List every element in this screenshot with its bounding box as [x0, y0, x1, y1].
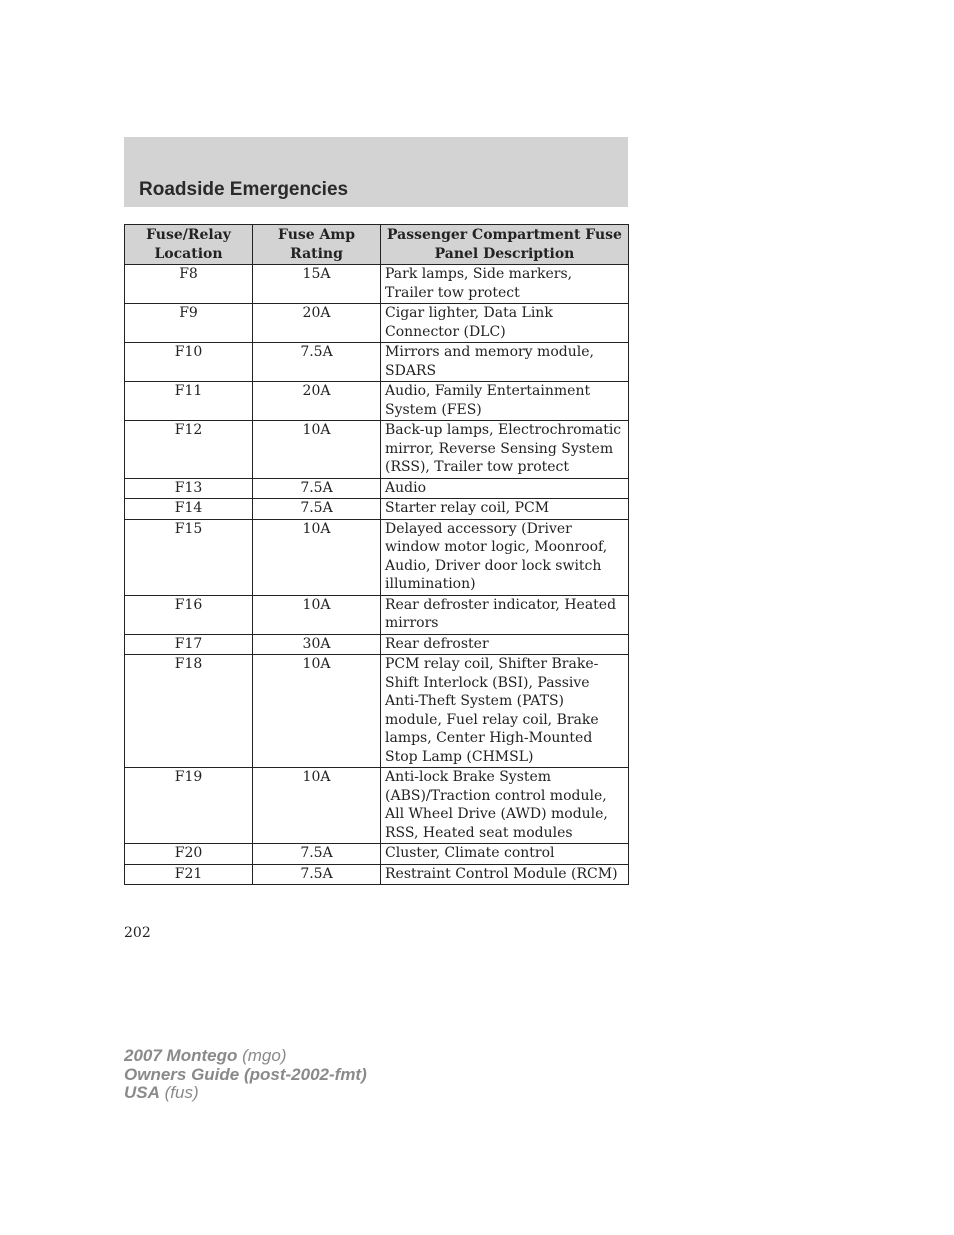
fuse-location: F15	[125, 519, 253, 595]
fuse-location: F8	[125, 265, 253, 304]
fuse-description: Mirrors and memory module, SDARS	[381, 343, 629, 382]
fuse-rating: 7.5A	[253, 478, 381, 499]
fuse-description: Rear defroster indicator, Heated mirrors	[381, 595, 629, 634]
fuse-description: PCM relay coil, Shifter Brake-Shift Interlock (BSI), Passive Anti-Theft System (PATS) module, Fuel relay coil, Brake lamps, Center High-Mounted Stop Lamp (CHMSL)	[381, 655, 629, 768]
table-row	[125, 634, 629, 655]
table-row	[125, 304, 629, 343]
fuse-rating: 30A	[253, 634, 381, 655]
table-row	[125, 499, 629, 520]
fuse-rating: 20A	[253, 304, 381, 343]
section-header	[124, 137, 628, 207]
page-number: 202	[124, 925, 151, 941]
fuse-rating: 10A	[253, 519, 381, 595]
fuse-description: Park lamps, Side markers, Trailer tow protect	[381, 265, 629, 304]
table-row	[125, 265, 629, 304]
table-row	[125, 382, 629, 421]
column-header-location: Fuse/Relay Location	[125, 225, 253, 265]
fuse-rating: 10A	[253, 655, 381, 768]
fuse-location: F18	[125, 655, 253, 768]
footer-market-code: (fus)	[164, 1083, 199, 1102]
table-row	[125, 655, 629, 768]
footer-line-model	[124, 1047, 367, 1066]
footer-line-guide	[124, 1066, 367, 1085]
column-header-rating: Fuse Amp Rating	[253, 225, 381, 265]
fuse-rating: 20A	[253, 382, 381, 421]
fuse-description: Restraint Control Module (RCM)	[381, 864, 629, 885]
fuse-table	[124, 224, 629, 885]
table-row	[125, 768, 629, 844]
fuse-rating: 7.5A	[253, 499, 381, 520]
fuse-location: F13	[125, 478, 253, 499]
fuse-location: F21	[125, 864, 253, 885]
fuse-location: F20	[125, 844, 253, 865]
fuse-description: Back-up lamps, Electrochromatic mirror, Reverse Sensing System (RSS), Trailer tow protect	[381, 421, 629, 479]
fuse-description: Cigar lighter, Data Link Connector (DLC)	[381, 304, 629, 343]
fuse-location: F17	[125, 634, 253, 655]
fuse-rating: 7.5A	[253, 864, 381, 885]
table-body	[125, 265, 629, 885]
table-row	[125, 478, 629, 499]
fuse-description: Starter relay coil, PCM	[381, 499, 629, 520]
fuse-description: Delayed accessory (Driver window motor logic, Moonroof, Audio, Driver door lock switch illumination)	[381, 519, 629, 595]
fuse-location: F11	[125, 382, 253, 421]
table-row	[125, 343, 629, 382]
table-row	[125, 844, 629, 865]
footer-model: 2007 Montego	[124, 1046, 238, 1065]
fuse-location: F9	[125, 304, 253, 343]
fuse-location: F10	[125, 343, 253, 382]
fuse-description: Anti-lock Brake System (ABS)/Traction control module, All Wheel Drive (AWD) module, RSS, Heated seat modules	[381, 768, 629, 844]
fuse-description: Audio	[381, 478, 629, 499]
table-row	[125, 595, 629, 634]
fuse-description: Audio, Family Entertainment System (FES)	[381, 382, 629, 421]
table-row	[125, 864, 629, 885]
footer-guide: Owners Guide (post-2002-fmt)	[124, 1064, 367, 1084]
footer-model-code: (mgo)	[242, 1046, 287, 1065]
column-header-description: Passenger Compartment Fuse Panel Description	[381, 225, 629, 265]
fuse-location: F14	[125, 499, 253, 520]
footer-market: USA	[124, 1083, 160, 1102]
fuse-rating: 10A	[253, 421, 381, 479]
fuse-rating: 10A	[253, 768, 381, 844]
header-row	[125, 225, 629, 265]
section-title: Roadside Emergencies	[139, 179, 349, 200]
fuse-location: F19	[125, 768, 253, 844]
table-row	[125, 421, 629, 479]
footer-line-market	[124, 1084, 367, 1103]
fuse-location: F12	[125, 421, 253, 479]
document-footer	[124, 1047, 367, 1103]
fuse-description: Rear defroster	[381, 634, 629, 655]
fuse-rating: 7.5A	[253, 343, 381, 382]
fuse-rating: 7.5A	[253, 844, 381, 865]
table-header	[125, 225, 629, 265]
fuse-location: F16	[125, 595, 253, 634]
fuse-rating: 15A	[253, 265, 381, 304]
fuse-rating: 10A	[253, 595, 381, 634]
table-row	[125, 519, 629, 595]
fuse-description: Cluster, Climate control	[381, 844, 629, 865]
